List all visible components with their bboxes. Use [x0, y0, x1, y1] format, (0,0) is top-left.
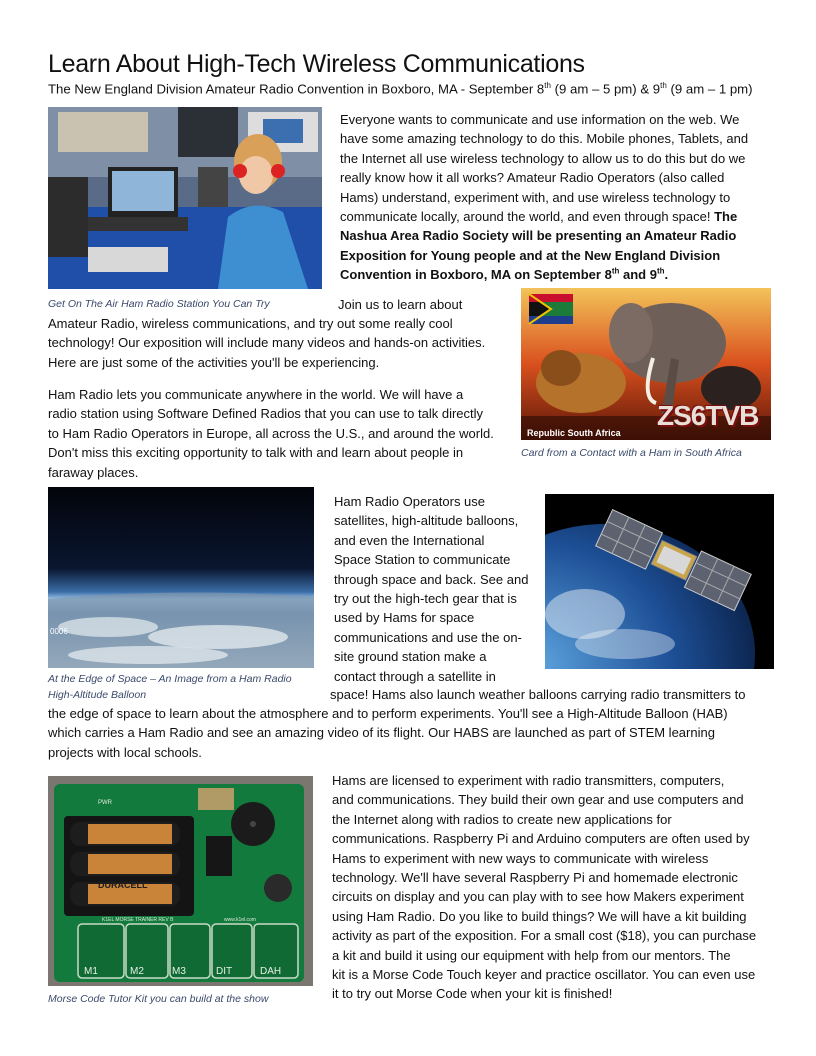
bold-last-pre: Convention in Boxboro, MA on September 8 [340, 267, 612, 283]
intro-line-4: really know how it all works? Amateur Radio Operators (also called [340, 170, 725, 186]
intro-line-1: Everyone wants to communicate and use information on the web. We [340, 112, 740, 127]
board-label: K1EL MORSE TRAINER REV B [102, 917, 174, 923]
space-line-7: used by Hams for space [334, 610, 475, 626]
pad-label-dit: DIT [216, 966, 233, 977]
makers-line-10: a kit and build it using our equipment with help from our mentors. The [332, 947, 731, 963]
space-line-8: communications and use the on- [334, 629, 522, 645]
space-wide-line-3: which carries a Ham Radio and see an amazing video of its flight. Our HABS are launched as part of STEM learning [48, 725, 715, 741]
makers-paragraph [332, 771, 782, 1004]
satellite-photo [545, 494, 774, 669]
ham-line-1: Ham Radio lets you communicate anywhere in the world. We will have a [48, 387, 464, 402]
space-paragraph [334, 492, 539, 686]
pad-label-m3: M3 [172, 966, 186, 977]
makers-line-7: circuits on display and you can play with to see how Makers experiment [332, 889, 744, 905]
space-line-6: try out the high-tech gear that is [334, 591, 517, 607]
join-line-4: Here are just some of the activities you'll be experiencing. [48, 354, 380, 370]
intro-bold-line-1: Nashua Area Radio Society will be presenting an Amateur Radio [340, 228, 737, 244]
makers-line-6: technology. We'll have several Raspberry Pi and homemade electronic [332, 870, 738, 886]
subtitle-pre: The New England Division Amateur Radio Convention in Boxboro, MA - September 8 [48, 81, 545, 97]
intro-line-3: the Internet all use wireless technology to allow us to do this but do we [340, 150, 746, 166]
space-line-10: contact through a satellite in [334, 668, 496, 684]
space-caption-line-2: High-Altitude Balloon [48, 689, 147, 701]
makers-line-8: using Ham Radio. Do you like to build things? We will have a kit building [332, 908, 747, 924]
board-pwr: PWR [98, 800, 112, 806]
ham-line-4: Don't miss this exciting opportunity to talk with and learn about people in [48, 445, 464, 461]
join-line-2: Amateur Radio, wireless communications, and try out some really cool [48, 316, 453, 331]
board-url: www.k1el.com [224, 917, 256, 923]
space-caption [48, 671, 292, 703]
subtitle-sup1: th [544, 81, 551, 90]
space-caption-line-1: At the Edge of Space – An Image from a Ham Radio [48, 673, 292, 685]
page-title: Learn About High-Tech Wireless Communications [48, 50, 585, 78]
subtitle-post: (9 am – 1 pm) [666, 81, 753, 97]
ham-line-3: to Ham Radio Operators in Europe, all across the U.S., and around the world. [48, 425, 494, 441]
pad-label-m1: M1 [84, 966, 98, 977]
makers-line-11: kit is a Morse Code Touch keyer and practice oscillator. You can even use [332, 967, 756, 983]
qsl-country: Republic South Africa [527, 428, 621, 438]
space-line-3: and even the International [334, 532, 485, 548]
intro-line-5: Hams) understand, experiment with, and use wireless technology to [340, 189, 731, 205]
makers-line-4: communications. Raspberry Pi and Arduino computers are often used by [332, 831, 750, 847]
bold-last-sup1: th [611, 266, 620, 276]
makers-line-2: and communications. They build their own gear and use computers and [332, 792, 744, 808]
bold-last-post: . [664, 267, 669, 283]
intro-line-6 [340, 207, 780, 226]
makers-line-12: it to try out Morse Code when your kit is finished! [332, 986, 613, 1002]
space-wide-line-1: space! Hams also launch weather balloons carrying radio transmitters to [330, 687, 746, 702]
intro-bold-line-2: Exposition for Young people and at the New England Division [340, 247, 721, 263]
station-caption: Get On The Air Ham Radio Station You Can Try [48, 298, 270, 310]
kit-caption: Morse Code Tutor Kit you can build at the show [48, 993, 269, 1005]
ham-line-5: faraway places. [48, 464, 139, 480]
join-line-3: technology! Our exposition will include many videos and hands-on activities. [48, 335, 486, 351]
space-photo-label: 0006 [50, 627, 68, 636]
space-line-1: Ham Radio Operators use [334, 494, 486, 509]
pad-label-m2: M2 [130, 966, 144, 977]
makers-line-1: Hams are licensed to experiment with radio transmitters, computers, [332, 773, 725, 788]
subtitle-sup2: th [660, 81, 667, 90]
ham-line-2: radio station using Software Defined Radios that you can use to talk directly [48, 406, 484, 422]
space-line-2: satellites, high-altitude balloons, [334, 513, 519, 529]
space-line-5: through space and back. See and [334, 571, 529, 587]
space-wide-paragraph [48, 704, 788, 762]
space-wide-line-2: the edge of space to learn about the atmosphere and to perform experiments. You'll see a High-Altitude Balloon (HAB) [48, 706, 728, 721]
intro-line-6-bold: The [714, 209, 738, 225]
join-line-1: Join us to learn about [338, 297, 463, 312]
space-line-9: site ground station make a [334, 649, 487, 665]
subtitle-mid: (9 am – 5 pm) & 9 [550, 81, 661, 97]
qsl-caption: Card from a Contact with a Ham in South Africa [521, 447, 742, 459]
space-line-4: Space Station to communicate [334, 552, 511, 568]
intro-paragraph [340, 110, 780, 285]
intro-line-6-plain: communicate locally, around the world, and even through space! [340, 209, 715, 225]
qsl-card-photo [521, 288, 771, 440]
makers-line-9: activity as part of the exposition. For a small cost ($18), you can purchase [332, 928, 757, 944]
makers-line-3: the Internet along with radios to create new applications for [332, 811, 672, 827]
intro-line-2: have some amazing technology to do this. Mobile phones, Tablets, and [340, 131, 749, 147]
battery-brand: DURACELL [98, 880, 148, 890]
join-paragraph [48, 314, 518, 372]
morse-kit-photo [48, 776, 313, 986]
space-wide-line-4: projects with local schools. [48, 744, 202, 760]
ham-station-photo [48, 107, 322, 289]
intro-bold-line-3 [340, 265, 780, 284]
page-subtitle [48, 81, 753, 96]
ham-radio-paragraph [48, 385, 518, 482]
makers-line-5: Hams to experiment with new ways to communicate with wireless [332, 850, 709, 866]
bold-last-mid: and 9 [619, 267, 657, 283]
bold-last-sup2: th [656, 266, 665, 276]
pad-label-dah: DAH [260, 966, 282, 977]
edge-of-space-photo [48, 487, 314, 668]
qsl-callsign: ZS6TVB [657, 400, 759, 431]
